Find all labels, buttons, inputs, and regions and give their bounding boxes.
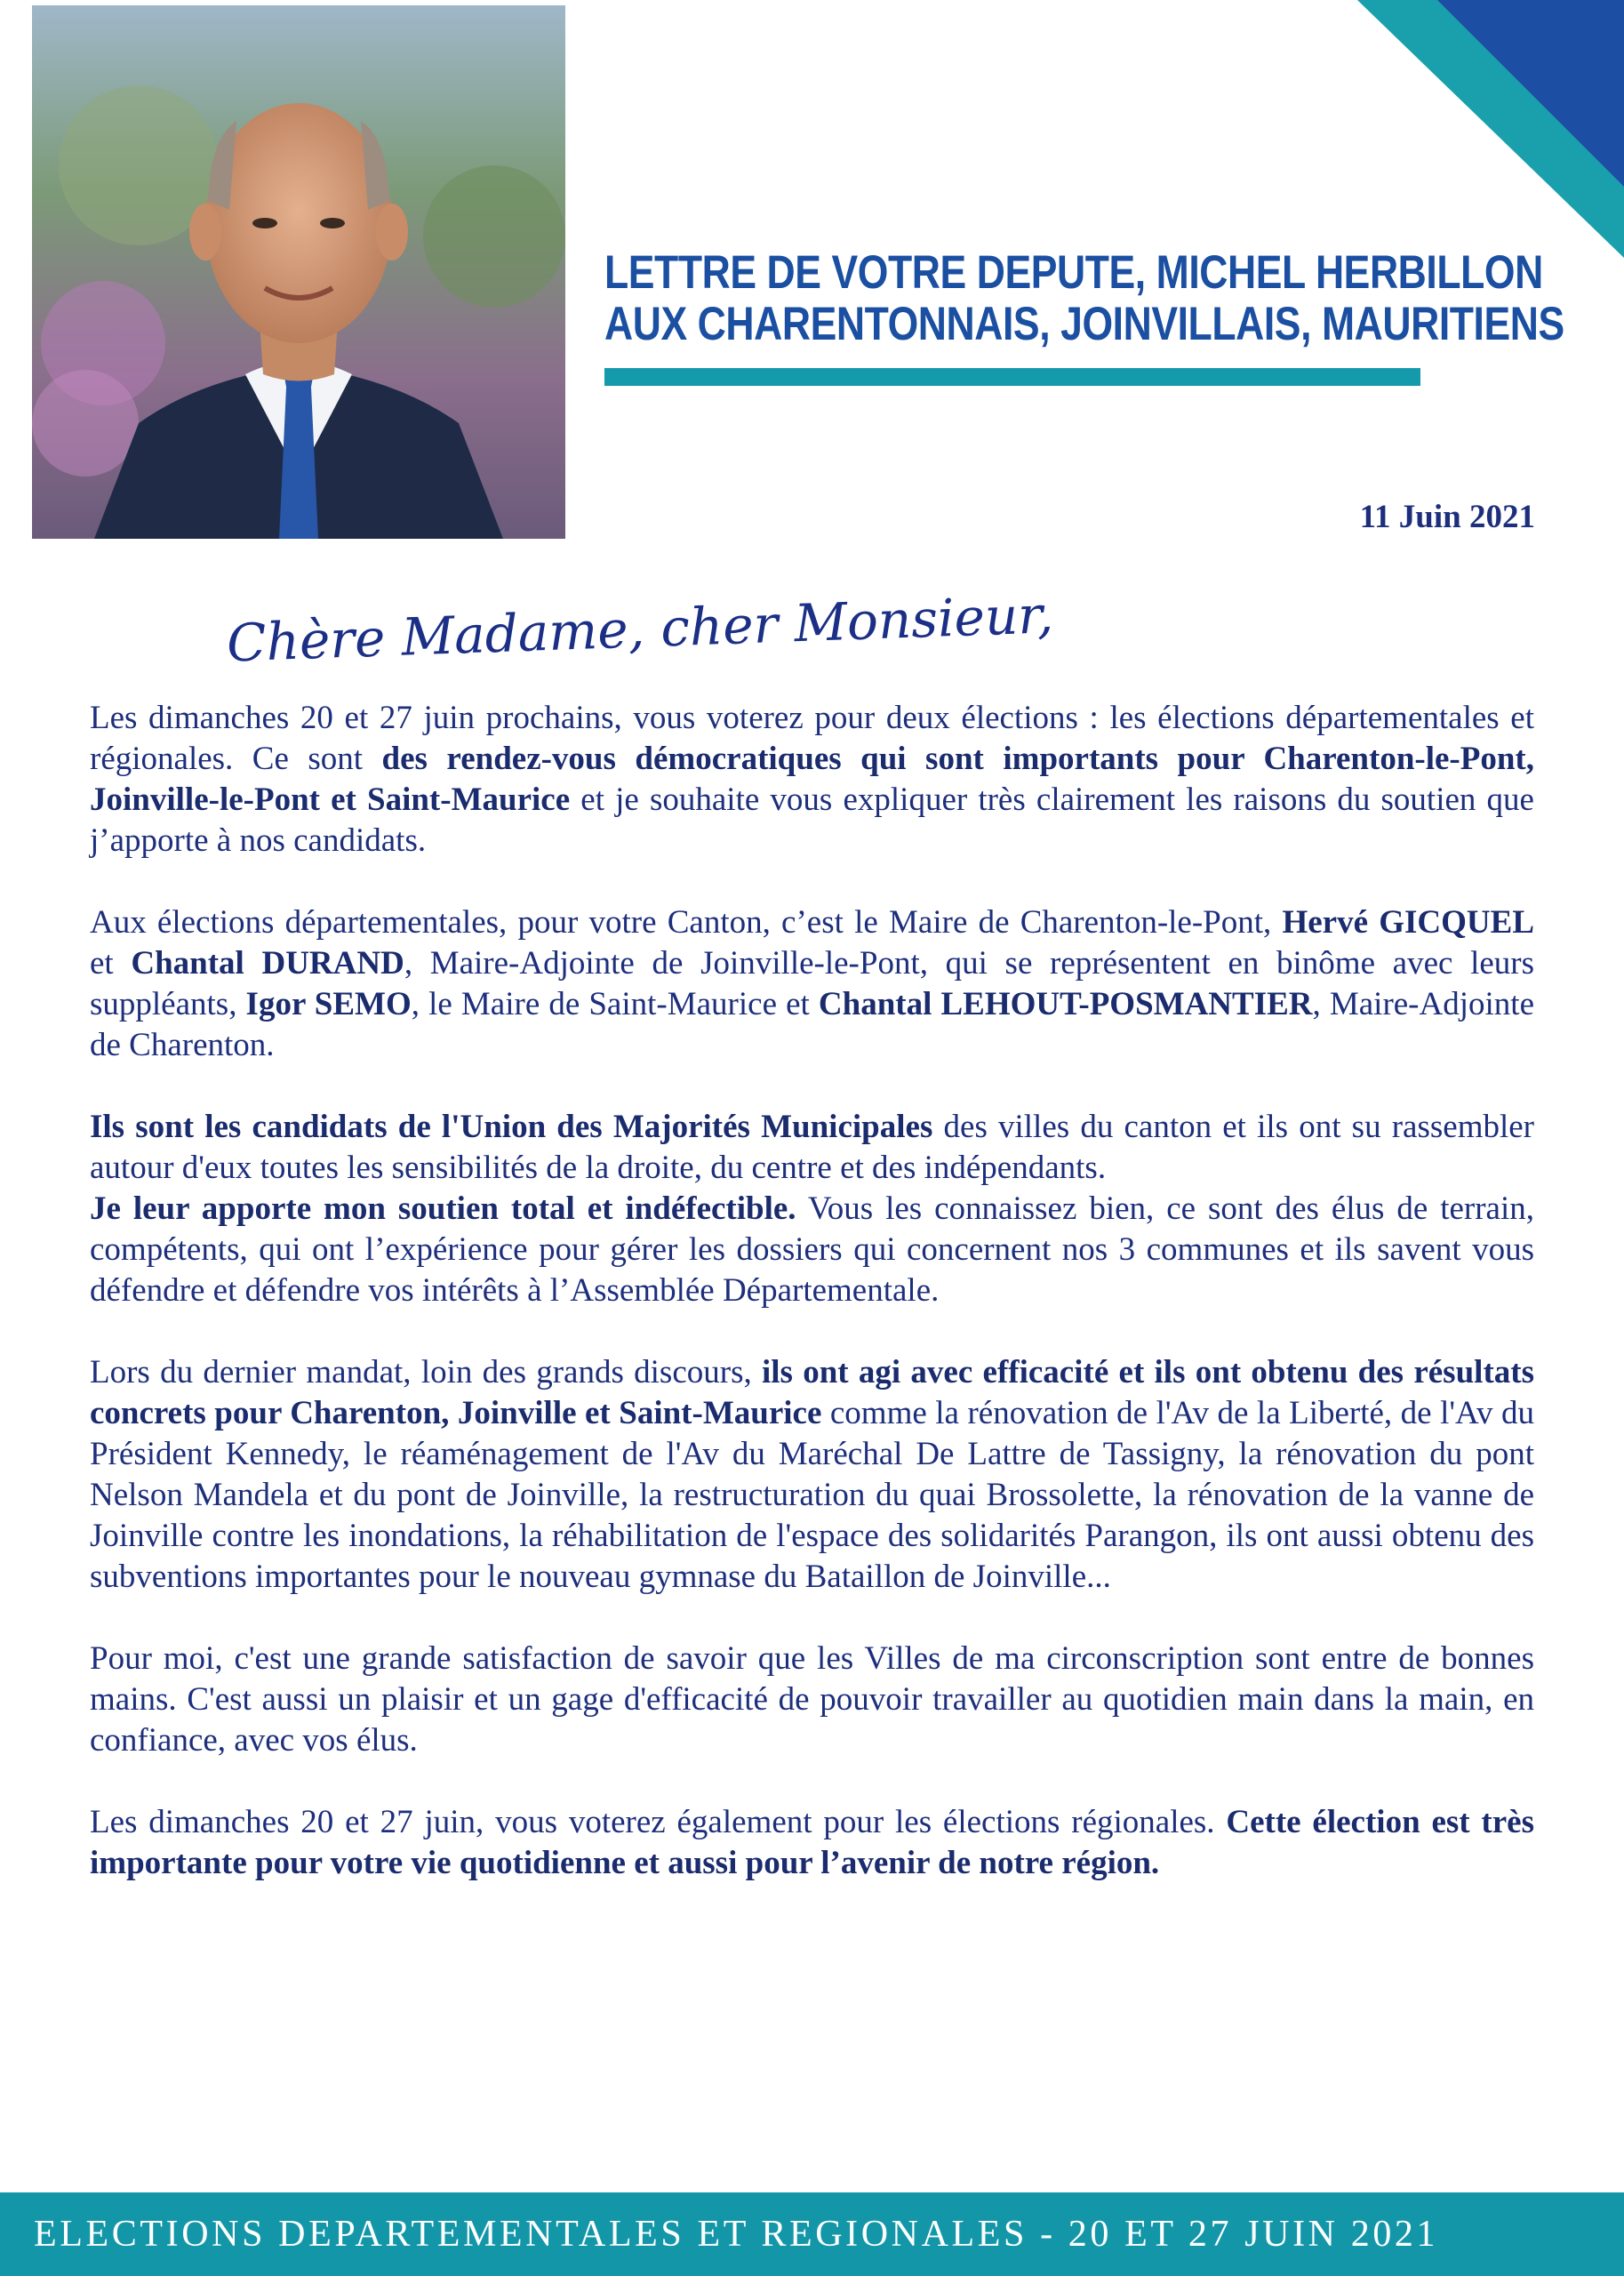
title-underline [604, 368, 1420, 386]
paragraph-2: Aux élections départementales, pour votre Canton, c’est le Maire de Charenton-le-Pont, Hervé GICQUEL et Chantal DURAND, Maire-Adjointe de Joinville-le-Pont, qui se représentent en binôme avec leurs suppléants, Igor SEMO, le Maire de Saint-Maurice et Chantal LEHOUT-POSMANTIER, Maire-Adjointe de Charenton. [90, 904, 1534, 1063]
paragraph-4: Je leur apporte mon soutien total et indéfectible. Vous les connaissez bien, ce sont des élus de terrain, compétents, qui ont l’expérience pour gérer les dossiers qui concernent nos 3 communes et ils savent vous défendre et défendre vos intérêts à l’Assemblée Départementale. [90, 1190, 1534, 1309]
svg-text:Chère Madame, cher Monsieur,: Chère Madame, cher Monsieur, [226, 584, 1055, 674]
handwritten-salutation [218, 582, 1055, 680]
paragraph-6: Pour moi, c'est une grande satisfaction de savoir que les Villes de ma circonscription sont entre de bonnes mains. C'est aussi un plaisir et un gage d'efficacité de pouvoir travailler au quotidien main dans la main, en confiance, avec vos élus. [90, 1640, 1534, 1759]
title-line-1: LETTRE DE VOTRE DEPUTE, MICHEL HERBILLON [604, 246, 1543, 299]
paragraph-7: Les dimanches 20 et 27 juin, vous voterez également pour les élections régionales. Cette élection est très importante pour votre vie quotidienne et aussi pour l’avenir de notre région. [90, 1804, 1535, 1881]
title-line-2: AUX CHARENTONNAIS, JOINVILLAIS, MAURITIENS [604, 298, 1564, 350]
footer-banner [0, 2192, 1624, 2276]
footer-text: ELECTIONS DEPARTEMENTALES ET REGIONALES - 20 ET 27 JUIN 2021 [34, 2214, 1439, 2255]
letter-body [90, 698, 1534, 1925]
paragraph-3: Ils sont les candidats de l'Union des Majorités Municipales des villes du canton et ils ont su rassembler autour d'eux toutes les sensibilités de la droite, du centre et des indépendants. [90, 1109, 1535, 1186]
paragraph-5: Lors du dernier mandat, loin des grands discours, ils ont agi avec efficacité et ils ont obtenu des résultats concrets pour Charenton, Joinville et Saint-Maurice comme la rénovation de l'Av de la Liberté, de l'Av du Président Kennedy, le réaménagement de l'Av du Maréchal De Lattre de Tassigny, la rénovation du pont Nelson Mandela et du pont de Joinville, la restructuration du quai Brossolette, la rénovation de la vanne de Joinville contre les inondations, la réhabilitation de l'espace des solidarités Parangon, ils ont aussi obtenu des subventions importantes pour le nouveau gymnase du Bataillon de Joinville... [90, 1354, 1534, 1595]
paragraph-1: Les dimanches 20 et 27 juin prochains, vous voterez pour deux élections : les élections départementales et régionales. Ce sont des rendez-vous démocratiques qui sont importants pour Charenton-le-Pont, Joinville-le-Pont et Saint-Maurice et je souhaite vous expliquer très clairement les raisons du soutien que j’apporte à nos candidats. [90, 700, 1534, 859]
letter-date: 11 Juin 2021 [1359, 499, 1535, 535]
letter-title [604, 246, 1564, 350]
corner-decoration [1304, 0, 1624, 258]
deputy-portrait [32, 5, 565, 539]
